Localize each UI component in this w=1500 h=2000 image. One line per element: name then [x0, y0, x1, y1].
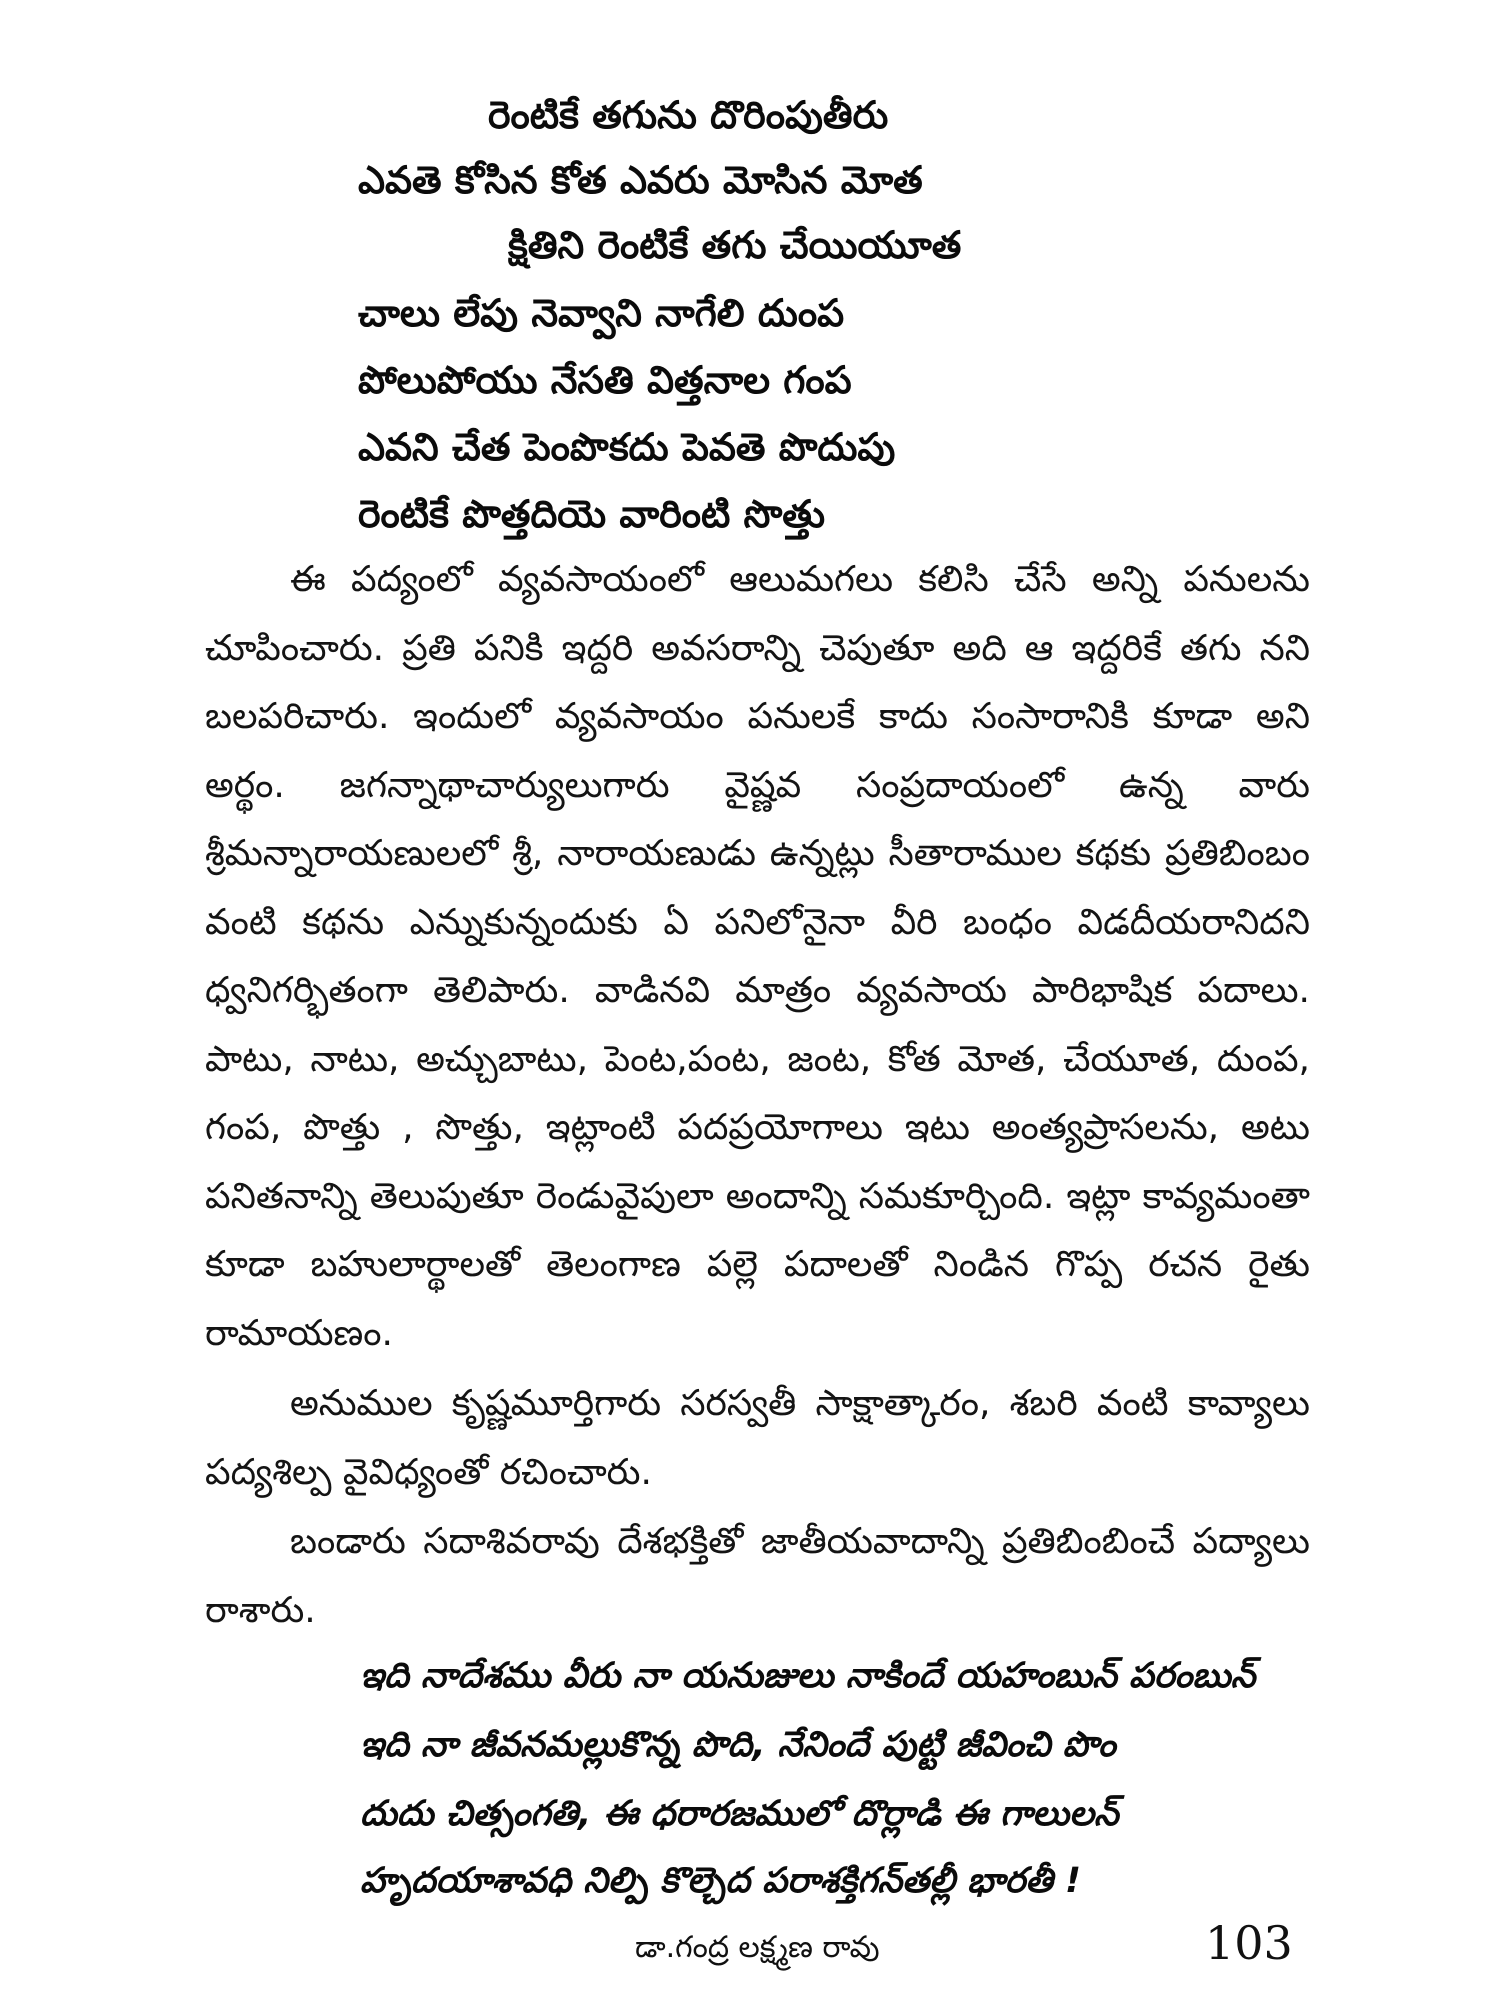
verse2-line-3: దుదు చిత్సంగతి, ఈ ధరారజములో దొర్లాడి ఈ గాలులన్ [360, 1794, 1119, 1834]
verse2-line-2: ఇది నా జీవనమల్లుకొన్న పొది, నేనిందే పుట్టి జీవించి పొం [360, 1725, 1116, 1765]
footer-author: డా.గంద్ర లక్ష్మణ రావు [635, 1930, 880, 1965]
verse1-line-2: ఎవతె కోసిన కోత ఎవరు మోసిన మోత [358, 158, 923, 202]
verse2-line-1: ఇది నాదేశము వీరు నా యనుజులు నాకిందే యహంబున్ పరంబున్ [360, 1656, 1256, 1696]
verse1-line-4: చాలు లేపు నెవ్వాని నాగేలి దుంప [358, 291, 845, 335]
paragraph-3: బండారు సదాశివరావు దేశభక్తితో జాతీయవాదాన్ని ప్రతిబింబించే పద్యాలు రాశారు. [205, 1521, 1310, 1631]
verse1-line-3: క్షితిని రెంటికే తగు చేయియూత [508, 223, 962, 267]
verse2-line-4: హృదయాశావధి నిల్పి కొల్చెద పరాశక్తిగన్‌తల్లీ భారతీ ! [360, 1861, 1081, 1901]
verse1-line-7: రెంటికే పొత్తదియె వారింటి సొత్తు [358, 492, 825, 536]
paragraph-1: ఈ పద్యంలో వ్యవసాయంలో ఆలుమగలు కలిసి చేసే అన్ని పనులను చూపించారు. ప్రతి పనికి ఇద్దరి అవసరాన్ని చెపుతూ అది ఆ ఇద్దరికే తగు నని బలపరిచారు. ఇందులో వ్యవసాయం పనులకే కాదు సంసారానికి కూడా అని అర్థం. జగన్నాథాచార్యులుగారు వైష్ణవ సంప్రదాయంలో ఉన్న వారు శ్రీమన్నారాయణులలో శ్రీ, నారాయణుడు ఉన్నట్లు సీతారాముల కథకు ప్రతిబింబం వంటి కథను ఎన్నుకున్నందుకు ఏ పనిలోనైనా వీరి బంధం విడదీయరానిదని ధ్వనిగర్భితంగా తెలిపారు. వాడినవి మాత్రం వ్యవసాయ పారిభాషిక పదాలు. పాటు, నాటు, అచ్చుబాటు, పెంట,పంట, జంట, కోత మోత, చేయూత, దుంప, గంప, పొత్తు , సొత్తు, ఇట్లాంటి పదప్రయోగాలు ఇటు అంత్యప్రాసలను, అటు పనితనాన్ని తెలుపుతూ రెండువైపులా అందాన్ని సమకూర్చింది. ఇట్లా కావ్యమంతా కూడా బహులార్థాలతో తెలంగాణ పల్లె పదాలతో నిండిన గొప్ప రచన రైతు రామాయణం. [205, 559, 1310, 1354]
verse1-line-6: ఎవని చేత పెంపొకదు పెవతె పొదుపు [358, 425, 896, 469]
verse1-line-1: రెంటికే తగును దొరింపుతీరు [488, 93, 889, 137]
page-number: 103 [1205, 1916, 1293, 1970]
paragraph-2: అనుముల కృష్ణమూర్తిగారు సరస్వతీ సాక్షాత్కారం, శబరి వంటి కావ్యాలు పద్యశిల్ప వైవిధ్యంతో రచించారు. [205, 1383, 1310, 1493]
verse1-line-5: పోలుపోయు నేసతి విత్తనాల గంప [358, 358, 852, 402]
